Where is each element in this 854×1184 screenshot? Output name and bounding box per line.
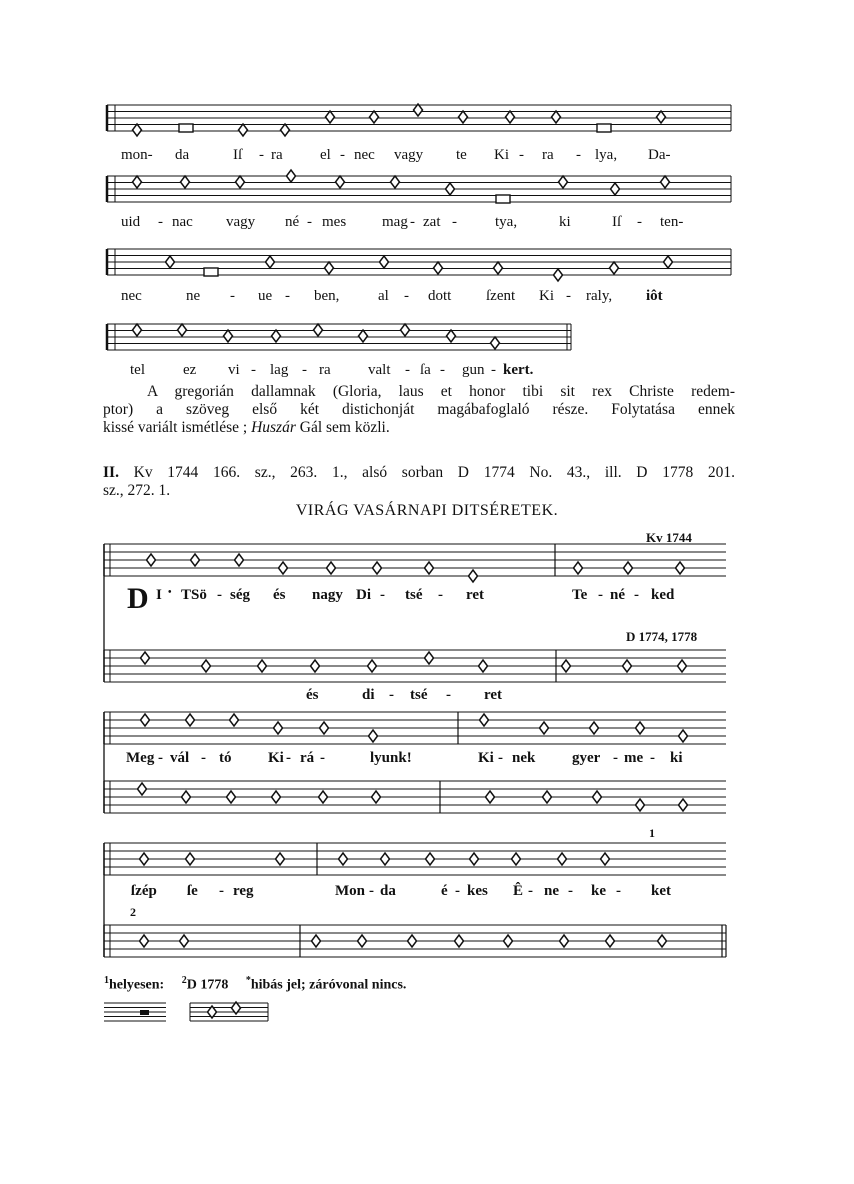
note-head [679, 730, 688, 742]
lyric: ség [230, 587, 250, 603]
note-head [312, 935, 321, 947]
note-head [359, 330, 368, 342]
lyric: - [576, 147, 581, 163]
commentary-line: A gregorián dallamnak (Gloria, laus et honor tibi sit rex Christe redem- [147, 383, 735, 400]
lyric: valt [368, 362, 391, 378]
note-head [479, 660, 488, 672]
note-head [486, 791, 495, 803]
note-head [455, 935, 464, 947]
lyric: né [285, 214, 300, 230]
lyric: ret [484, 687, 503, 703]
note-head [314, 324, 323, 336]
lyric: ra [271, 147, 283, 163]
lyric: ue [258, 288, 273, 304]
note-head [339, 853, 348, 865]
lyric: mon- [121, 147, 153, 163]
note-head [611, 183, 620, 195]
note-head [494, 262, 503, 274]
lyric: és [306, 687, 319, 703]
lyric: - [446, 687, 451, 703]
lyric: uid [121, 214, 141, 230]
lyric: nac [172, 214, 193, 230]
note-head [287, 170, 296, 182]
note-head [336, 176, 345, 188]
lyric: - [158, 214, 163, 230]
lyric: - [259, 147, 264, 163]
note-head [230, 714, 239, 726]
note-head [426, 853, 435, 865]
lyric: reg [233, 883, 254, 899]
note-head [182, 791, 191, 803]
note-head [408, 935, 417, 947]
breve-note [496, 195, 510, 203]
note-head [166, 256, 175, 268]
footnote-text: D 1778 [186, 977, 229, 993]
lyric: ki [670, 750, 683, 766]
note-head [325, 262, 334, 274]
lyric: Mon [335, 883, 365, 899]
lyric: - [251, 362, 256, 378]
note-head [610, 262, 619, 274]
lyric: ſzent [486, 288, 516, 304]
lyric: - [438, 587, 443, 603]
footnote-number: 2 [181, 975, 187, 986]
note-head [470, 853, 479, 865]
lyric: Meg [126, 750, 155, 766]
note-head [664, 256, 673, 268]
lyric: te [456, 147, 467, 163]
note-head [414, 104, 423, 116]
note-head [272, 330, 281, 342]
lyric: lya, [595, 147, 618, 163]
lyric: gyer [572, 750, 601, 766]
lyric: - [455, 883, 460, 899]
note-head [311, 660, 320, 672]
note-head [140, 935, 149, 947]
note-head [469, 570, 478, 582]
lyric: rá [300, 750, 315, 766]
footnote-star: * [245, 975, 251, 986]
commentary-paragraph [103, 383, 735, 437]
lyric: vál [170, 750, 190, 766]
lyric: nec [354, 147, 375, 163]
lyric: vi [228, 362, 240, 378]
note-head [425, 562, 434, 574]
lyric: Da- [648, 147, 671, 163]
note-head [380, 256, 389, 268]
lyric: lyunk! [370, 750, 412, 766]
lyric: ne [544, 883, 559, 899]
note-head [601, 853, 610, 865]
note-head [558, 853, 567, 865]
note-head [138, 783, 147, 795]
note-head [236, 176, 245, 188]
commentary-text: Gál sem közli. [295, 419, 390, 436]
lyric: Iſ [233, 147, 243, 163]
note-head [678, 660, 687, 672]
footnote-text: helyesen: [109, 977, 165, 993]
section-number: II. [103, 464, 119, 481]
lyric: el [320, 147, 331, 163]
commentary-text: kissé variált ismétlése ; [103, 419, 252, 436]
lyric: tya, [495, 214, 518, 230]
lyric: - [286, 750, 291, 766]
note-head [661, 176, 670, 188]
lyric: gun [462, 362, 485, 378]
lyric: raly, [586, 288, 613, 304]
note-head [593, 791, 602, 803]
note-head [636, 722, 645, 734]
note-head [658, 935, 667, 947]
note-head [178, 324, 187, 336]
lyric: ten- [660, 214, 684, 230]
note-head [276, 853, 285, 865]
breve-note [597, 124, 611, 132]
note-head [425, 652, 434, 664]
note-head [543, 791, 552, 803]
note-head [540, 722, 549, 734]
lyric: - [320, 750, 325, 766]
breve-note [204, 268, 218, 276]
note-head [326, 111, 335, 123]
source-line [103, 464, 735, 482]
note-head [368, 660, 377, 672]
lyric: mes [322, 214, 347, 230]
lyric: ked [651, 587, 675, 603]
lyric: Ki [494, 147, 509, 163]
note-head [370, 111, 379, 123]
lyric: - [405, 362, 410, 378]
note-head [358, 935, 367, 947]
source-paragraph [103, 464, 735, 500]
lyric: ke [591, 883, 606, 899]
note-head [559, 176, 568, 188]
note-head [459, 111, 468, 123]
note-head [140, 853, 149, 865]
lyric: lag [270, 362, 289, 378]
lyric: - [498, 750, 503, 766]
lyric: nec [121, 288, 142, 304]
note-head [133, 124, 142, 136]
note-head [512, 853, 521, 865]
lyric: - [369, 883, 374, 899]
note-head [319, 791, 328, 803]
note-head [274, 722, 283, 734]
lyric: ez [183, 362, 197, 378]
note-head [446, 183, 455, 195]
source-line: sz., 272. 1. [103, 482, 171, 499]
lyric: - [217, 587, 222, 603]
note-head [373, 562, 382, 574]
note-head [391, 176, 400, 188]
note-head [552, 111, 561, 123]
lyric: tó [219, 750, 232, 766]
note-head [624, 562, 633, 574]
lyric: nek [512, 750, 536, 766]
lyric: - [380, 587, 385, 603]
note-head [506, 111, 515, 123]
lyric: - [307, 214, 312, 230]
lyric: ra [542, 147, 554, 163]
note-head [224, 330, 233, 342]
lyric: és [273, 587, 286, 603]
lyric: - [519, 147, 524, 163]
lyric: da [380, 883, 396, 899]
lyric: ſe [187, 883, 198, 899]
lyric: iôt [646, 288, 663, 304]
lyric: mag [382, 214, 408, 230]
lyric: - [410, 214, 415, 230]
lyric: di [362, 687, 375, 703]
footnote-number: 1 [104, 975, 109, 986]
lyric: ret [466, 587, 485, 603]
footnote-text: hibás jel; záróvonal nincs. [250, 977, 407, 993]
lyric: me [624, 750, 644, 766]
lyric: Ki [478, 750, 494, 766]
note-head [186, 853, 195, 865]
lyric: - [650, 750, 655, 766]
lyric: - [598, 587, 603, 603]
note-head [133, 324, 142, 336]
lyric: ſa [420, 362, 431, 378]
lyric: - [340, 147, 345, 163]
note-head [574, 562, 583, 574]
note-head [181, 176, 190, 188]
note-head [590, 722, 599, 734]
note-head [679, 799, 688, 811]
note-head [327, 562, 336, 574]
lyric: Ki [539, 288, 554, 304]
lyric: - [491, 362, 496, 378]
lyric: TSö [181, 587, 207, 603]
lyric: - [637, 214, 642, 230]
note-head [141, 652, 150, 664]
lyric: kes [467, 883, 488, 899]
lyric: kert. [503, 362, 534, 378]
note-head [191, 554, 200, 566]
lyric: ne [186, 288, 201, 304]
note-head [147, 554, 156, 566]
lyric: - [219, 883, 224, 899]
lyric: né [610, 587, 625, 603]
note-head [133, 176, 142, 188]
lyric: da [175, 147, 190, 163]
lyric: - [568, 883, 573, 899]
note-head [186, 714, 195, 726]
note-head [636, 799, 645, 811]
breve-note [140, 1010, 149, 1015]
lyric: tel [130, 362, 145, 378]
lyric: Di [356, 587, 371, 603]
lyric: dott [428, 288, 452, 304]
lyric: - [389, 687, 394, 703]
source-label-kv: Kv 1744 [646, 530, 692, 545]
lyric: - [201, 750, 206, 766]
commentary-line [103, 419, 735, 437]
lyric: ſzép [131, 883, 157, 899]
lyric: Iſ [612, 214, 622, 230]
note-head [239, 124, 248, 136]
lyric: tsé [405, 587, 423, 603]
note-head [141, 714, 150, 726]
note-head [235, 554, 244, 566]
note-head [480, 714, 489, 726]
source-text: Kv 1744 166. sz., 263. 1., alsó sorban D 1774 No. 43., ill. D 1778 201. [133, 464, 736, 481]
note-head [320, 722, 329, 734]
lyric: nagy [312, 587, 343, 603]
lyric: ki [559, 214, 571, 230]
lyric: é [441, 883, 448, 899]
lyric: - [634, 587, 639, 603]
note-head [266, 256, 275, 268]
lyric: ben, [314, 288, 340, 304]
note-head [447, 330, 456, 342]
lyric: - [566, 288, 571, 304]
note-head [279, 562, 288, 574]
lyric: - [440, 362, 445, 378]
lyric: ket [651, 883, 671, 899]
note-head [401, 324, 410, 336]
footnote-marker-2: 2 [130, 905, 136, 919]
song-title: VIRÁG VASÁRNAPI DITSÉRETEK. [295, 502, 559, 519]
lyric: - [616, 883, 621, 899]
source-label-d: D 1774, 1778 [626, 629, 698, 644]
breve-note [179, 124, 193, 132]
footnote-marker-1: 1 [649, 826, 655, 840]
note-head [623, 660, 632, 672]
lyric: ra [319, 362, 331, 378]
note-head [554, 269, 563, 281]
note-head [676, 562, 685, 574]
note-head [562, 660, 571, 672]
lyric: zat [423, 214, 441, 230]
lyric: Ki [268, 750, 284, 766]
lyric: - [158, 750, 163, 766]
note-head [372, 791, 381, 803]
note-head [202, 660, 211, 672]
note-head [560, 935, 569, 947]
lyric: Te [572, 587, 588, 603]
author-name: Huszár [251, 419, 296, 436]
lyric: vagy [394, 147, 424, 163]
note-head [657, 111, 666, 123]
note-head [369, 730, 378, 742]
lyric: al [378, 288, 389, 304]
note-head [381, 853, 390, 865]
lyric: - [302, 362, 307, 378]
lyric: tsé [410, 687, 428, 703]
lyric: - [452, 214, 457, 230]
note-head [272, 791, 281, 803]
note-head [227, 791, 236, 803]
lyric: Ê [513, 883, 524, 899]
lyric: vagy [226, 214, 256, 230]
note-head [180, 935, 189, 947]
lyric: • [168, 587, 172, 598]
footnote [104, 975, 406, 994]
lyric: I [156, 587, 162, 603]
initial-letter: D [127, 582, 149, 615]
lyric: - [613, 750, 618, 766]
note-head [491, 337, 500, 349]
lyric: - [230, 288, 235, 304]
note-head [258, 660, 267, 672]
note-head [504, 935, 513, 947]
lyric: - [285, 288, 290, 304]
commentary-line: ptor) a szöveg első két distichonját magábafoglaló része. Folytatása ennek [103, 401, 735, 418]
note-head [281, 124, 290, 136]
lyric: - [528, 883, 533, 899]
note-head [606, 935, 615, 947]
lyric: - [404, 288, 409, 304]
note-head [434, 262, 443, 274]
